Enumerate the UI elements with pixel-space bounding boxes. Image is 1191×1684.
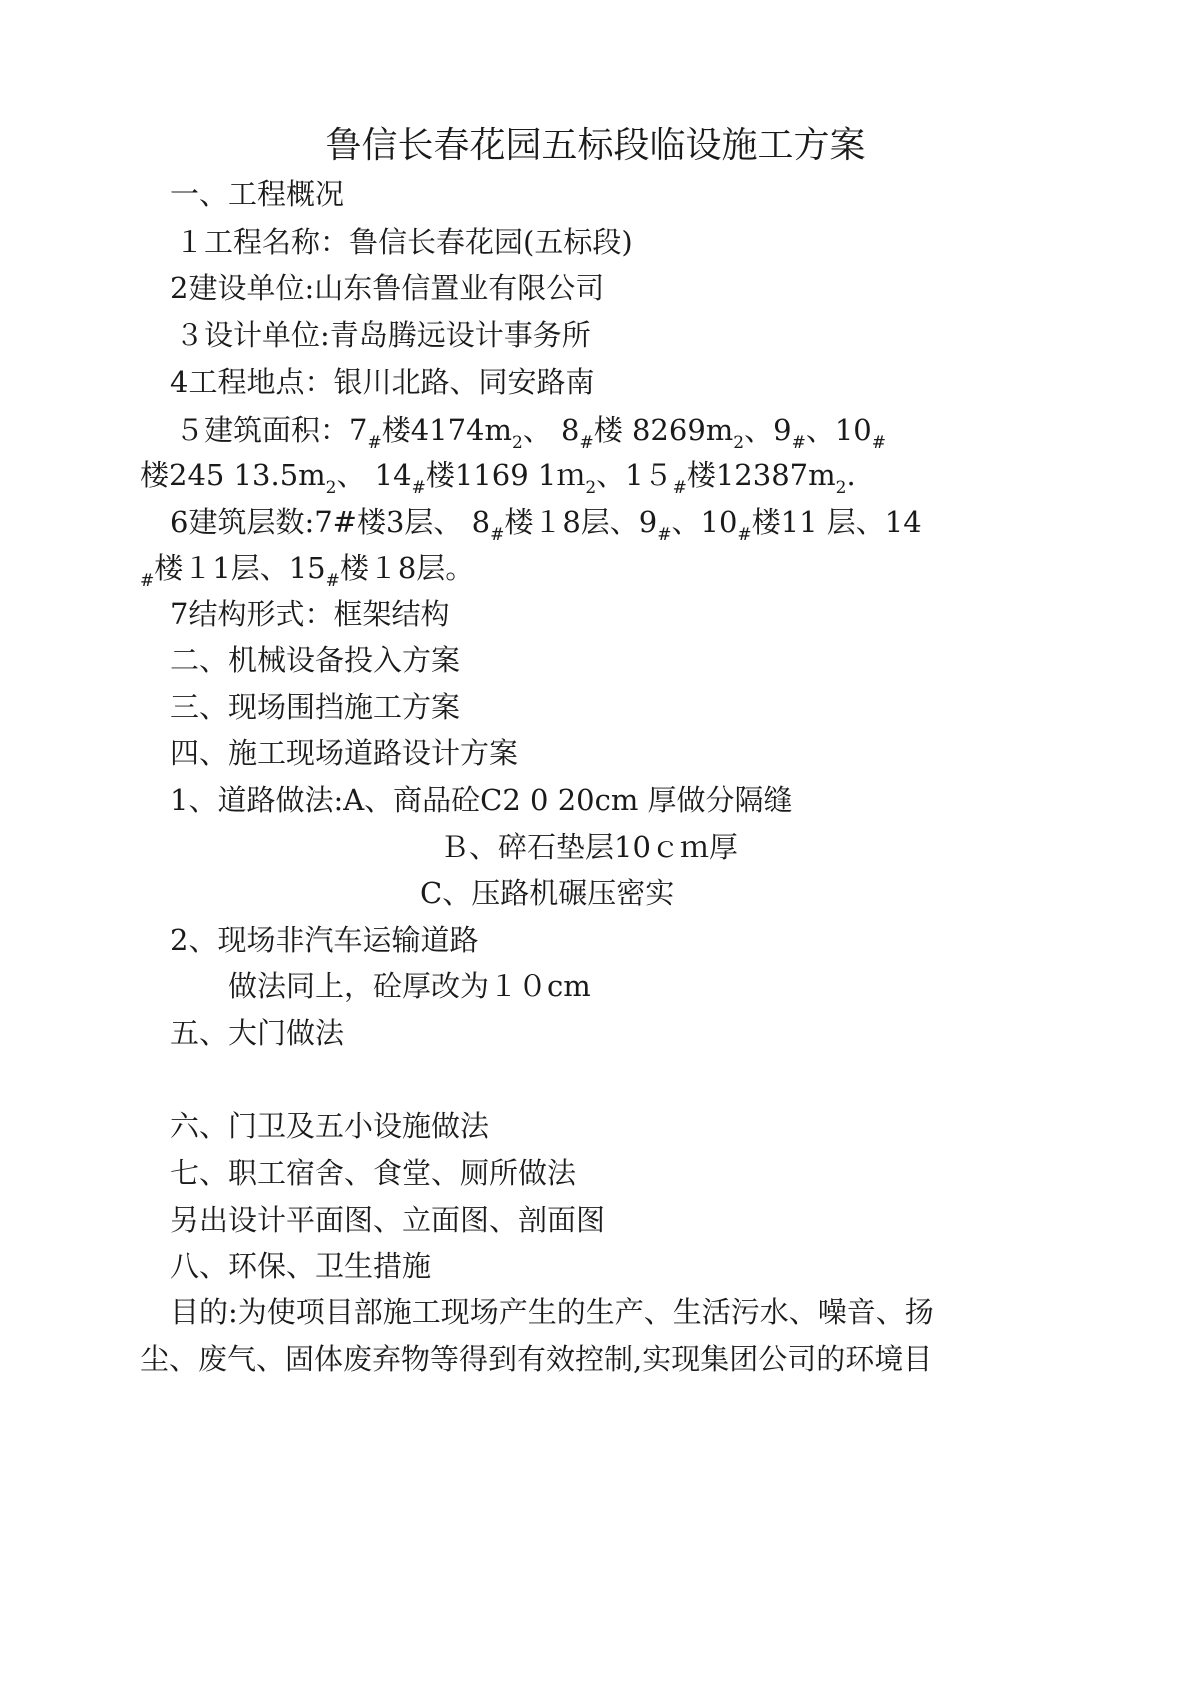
section-heading-overview: 一、工程概况 bbox=[170, 177, 345, 211]
superscript-2: 2 bbox=[733, 433, 745, 453]
section-heading-dormitory: 七、职工宿舍、食堂、厕所做法 bbox=[170, 1156, 577, 1190]
purpose-line: 目的:为使项目部施工现场产生的生产、生活污水、噪音、扬 bbox=[170, 1295, 934, 1329]
hash-mark: # bbox=[791, 433, 806, 453]
hash-mark: # bbox=[367, 433, 382, 453]
document-title: 鲁信长春花园五标段临设施工方案 bbox=[325, 125, 866, 166]
text-run: 楼245 13.5m bbox=[140, 458, 326, 492]
road-method-b-line: Ｂ、碎石垫层10ｃｍ厚 bbox=[440, 830, 738, 864]
text-run: 楼 8269m bbox=[593, 413, 734, 447]
hash-mark: # bbox=[411, 478, 426, 498]
text-run: 6建筑层数:7#楼3层、 8 bbox=[170, 505, 491, 539]
location-line: 4工程地点：银川北路、同安路南 bbox=[170, 365, 595, 399]
purpose-line-continued: 尘、废气、固体废弃物等得到有效控制,实现集团公司的环境目 bbox=[140, 1342, 933, 1376]
hash-mark: # bbox=[657, 525, 672, 545]
text-run: 楼12387m bbox=[686, 458, 836, 492]
building-area-line bbox=[175, 410, 886, 455]
hash-mark: # bbox=[579, 433, 594, 453]
section-heading-road-design: 四、施工现场道路设计方案 bbox=[170, 736, 519, 770]
non-vehicle-road-method-line: 做法同上，砼厚改为１０cm bbox=[228, 969, 591, 1003]
developer-line: 2建设单位:山东鲁信置业有限公司 bbox=[170, 271, 605, 305]
text-run: 楼１1层、15 bbox=[154, 551, 326, 585]
superscript-2: 2 bbox=[585, 478, 597, 498]
non-vehicle-road-line: 2、现场非汽车运输道路 bbox=[170, 923, 479, 957]
hash-mark: # bbox=[871, 433, 886, 453]
road-method-line: 1、道路做法:A、商品砼C2 0 20cm 厚做分隔缝 bbox=[170, 783, 793, 817]
building-area-line-continued bbox=[140, 455, 856, 500]
superscript-2: 2 bbox=[325, 478, 337, 498]
superscript-2: 2 bbox=[512, 433, 523, 453]
text-run: 楼11 层、14 bbox=[751, 505, 922, 539]
text-run: 、10 bbox=[805, 413, 872, 447]
text-run: 、10 bbox=[671, 505, 738, 539]
text-run: 、 8 bbox=[522, 413, 580, 447]
text-run: 、 14 bbox=[336, 458, 412, 492]
text-run: ５建筑面积：7 bbox=[175, 413, 368, 447]
drawings-note-line: 另出设计平面图、立面图、剖面图 bbox=[170, 1203, 606, 1237]
text-run: . bbox=[846, 458, 856, 492]
section-heading-environment: 八、环保、卫生措施 bbox=[170, 1249, 432, 1283]
hash-mark: # bbox=[490, 525, 505, 545]
section-heading-guardhouse: 六、门卫及五小设施做法 bbox=[170, 1109, 490, 1143]
project-name-line: １工程名称：鲁信长春花园(五标段) bbox=[175, 225, 633, 259]
hash-mark: # bbox=[672, 478, 687, 498]
section-heading-equipment: 二、机械设备投入方案 bbox=[170, 643, 461, 677]
designer-line: ３设计单位:青岛腾远设计事务所 bbox=[175, 318, 591, 352]
text-run: 楼１8层、9 bbox=[504, 505, 658, 539]
floor-count-line bbox=[170, 502, 922, 547]
section-heading-enclosure: 三、现场围挡施工方案 bbox=[170, 690, 461, 724]
hash-mark: # bbox=[140, 571, 155, 591]
text-run: 、1５ bbox=[596, 458, 673, 492]
hash-mark: # bbox=[737, 525, 752, 545]
text-run: 、9 bbox=[744, 413, 792, 447]
superscript-2: 2 bbox=[835, 478, 847, 498]
structure-line: 7结构形式：框架结构 bbox=[170, 597, 450, 631]
text-run: 楼4174m bbox=[381, 413, 513, 447]
hash-mark: # bbox=[325, 571, 340, 591]
text-run: 楼1169 1ｍ bbox=[425, 458, 586, 492]
text-run: 楼１8层。 bbox=[339, 551, 475, 585]
floor-count-line-continued bbox=[140, 548, 474, 593]
road-method-c-line: C、压路机碾压密实 bbox=[420, 876, 675, 910]
section-heading-gate: 五、大门做法 bbox=[170, 1016, 345, 1050]
